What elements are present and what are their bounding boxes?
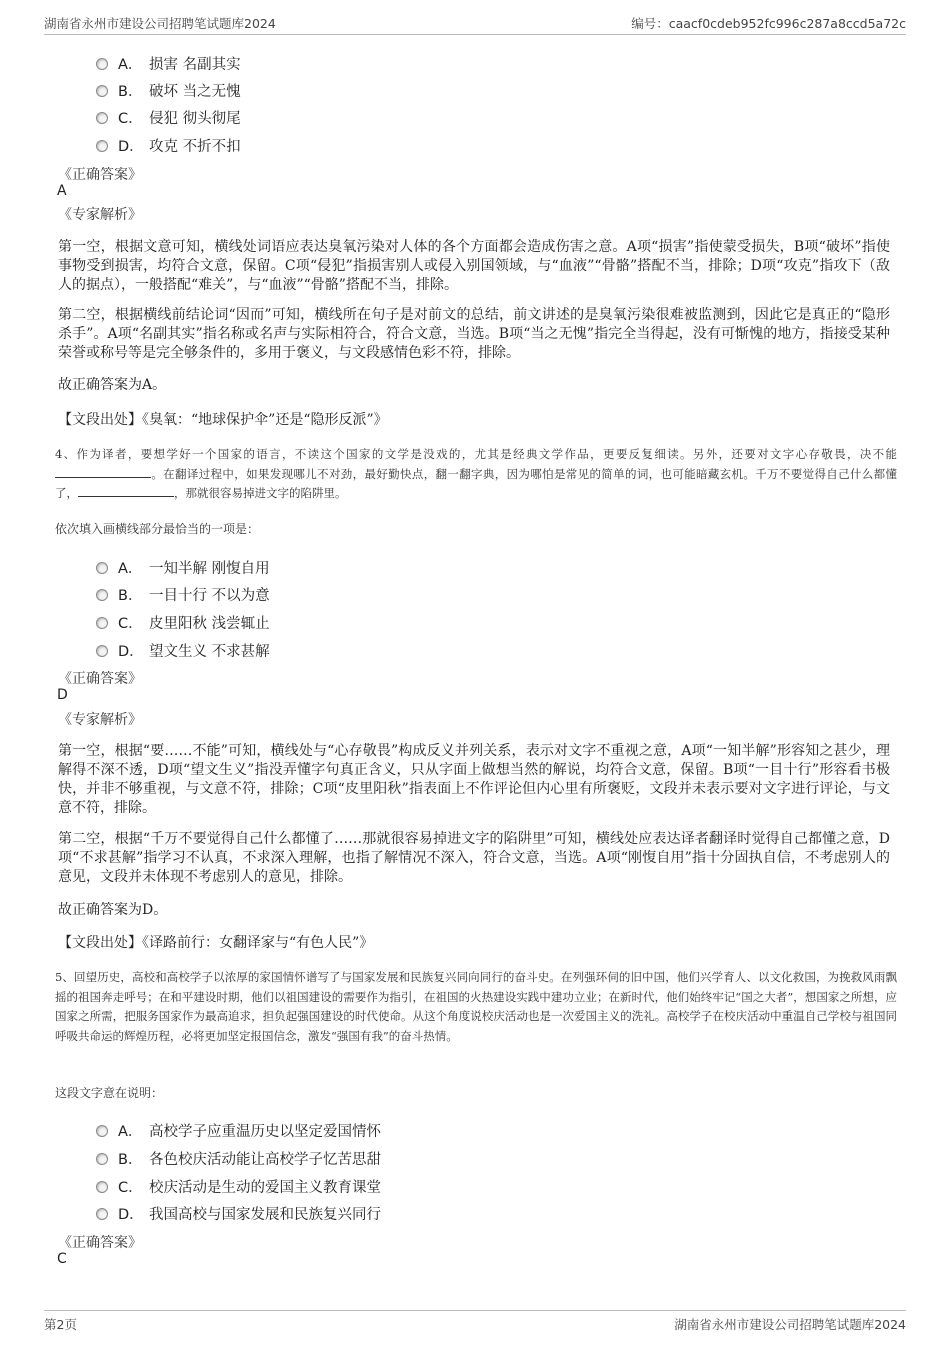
q5-prompt: 这段文字意在说明： — [55, 1086, 164, 1100]
option-text: 各色校庆活动能让高校学子忆苦思甜 — [149, 1152, 381, 1168]
radio-icon[interactable] — [96, 1125, 108, 1137]
radio-icon[interactable] — [96, 589, 108, 601]
q5-answer: C — [57, 1251, 67, 1267]
q5-stem: 5、回望历史，高校和高校学子以浓厚的家国情怀谱写了与国家发展和民族复兴同向同行的奋斗史。在列强环伺的旧中国，他们兴学育人、以文化救国，为挽救风雨飘摇的祖国奔走呼号；在和平建设时期，他们以祖国建设的需要作为指引，在祖国的火热建设实践中建功立业；在新时代，他们始终牢记“国之大者”，想国家之所想，应国家之所需，把服务国家作为最高追求，担负起强国建设的时代使命。从这个角度说校庆活动也是一次爱国主义的洗礼。高校学子在校庆活动中重温自己学校与祖国同呼吸共命运的辉煌历程，必将更加坚定报国信念，激发“强国有我”的奋斗热情。 — [55, 970, 897, 1043]
q3-answer-label: 《正确答案》 — [58, 167, 142, 183]
option-letter: A． — [118, 57, 143, 73]
option-letter: B． — [118, 588, 143, 604]
radio-icon[interactable] — [96, 58, 108, 70]
option-text: 望文生义 不求甚解 — [149, 644, 270, 660]
q3-answer: A — [57, 183, 67, 199]
option-letter: A． — [118, 561, 143, 577]
option-letter: D． — [118, 1207, 144, 1223]
q4-conclusion: 故正确答案为D。 — [58, 902, 168, 918]
footer-title: 湖南省永州市建设公司招聘笔试题库2024 — [674, 1317, 906, 1332]
option-letter: D． — [118, 644, 144, 660]
q4-stem — [55, 445, 897, 504]
page-number: 第2页 — [44, 1317, 77, 1332]
q3-analysis-para-2: 第二空，根据横线前结论词“因而”可知，横线所在句子是对前文的总结，前文讲述的是臭氧污染很难被监测到，因此它是真正的“隐形杀手”。A项“名副其实”指名称或名声与实际相符合，符合文意，当选。B项“当之无愧”指完全当得起，没有可惭愧的地方，指接受某种荣誉或称号等是完全够条件的，多用于褒义，与文段感情色彩不符，排除。 — [58, 307, 890, 361]
option-text: 一目十行 不以为意 — [149, 588, 270, 604]
radio-icon[interactable] — [96, 112, 108, 124]
option-text: 侵犯 彻头彻尾 — [149, 111, 241, 127]
q3-conclusion: 故正确答案为A。 — [58, 377, 167, 393]
q4-analysis-label: 《专家解析》 — [58, 712, 142, 728]
radio-icon[interactable] — [96, 85, 108, 97]
q4-stem-part-3: ，那就很容易掉进文字的陷阱里。 — [174, 486, 347, 500]
page-header — [44, 10, 906, 35]
radio-icon[interactable] — [96, 140, 108, 152]
radio-icon[interactable] — [96, 562, 108, 574]
fill-blank-2 — [78, 484, 174, 497]
option-text: 攻克 不折不扣 — [149, 139, 241, 155]
option-letter: B． — [118, 1152, 143, 1168]
option-letter: C． — [118, 1180, 143, 1196]
q4-stem-part-1: 4、作为译者，要想学好一个国家的语言，不读这个国家的文学是没戏的，尤其是经典文学作品，更要反复细读。另外，还要对文字心存敬畏，决不能 — [55, 447, 897, 461]
option-letter: C． — [118, 111, 143, 127]
option-text: 损害 名副其实 — [149, 57, 241, 73]
q3-analysis-label: 《专家解析》 — [58, 207, 142, 223]
option-text: 校庆活动是生动的爱国主义教育课堂 — [149, 1180, 381, 1196]
option-text: 高校学子应重温历史以坚定爱国情怀 — [149, 1124, 381, 1140]
q4-analysis-para-2: 第二空，根据“千万不要觉得自己什么都懂了……那就很容易掉进文字的陷阱里”可知，横线处应表达译者翻译时觉得自己都懂之意，D项“不求甚解”指学习不认真，不求深入理解，也指了解情况不深入，符合文意，当选。A项“刚愎自用”指十分固执自信，不考虑别人的意见，文段并未体现不考虑别人的意见，排除。 — [58, 831, 890, 885]
q4-answer-label: 《正确答案》 — [58, 671, 142, 687]
header-doc-id: 编号：caacf0cdeb952fc996c287a8ccd5a72c — [631, 16, 906, 31]
radio-icon[interactable] — [96, 617, 108, 629]
q4-stem-part-2: 。在翻译过程中，如果发现哪儿不对劲，最好勤快点，翻一翻字典，因为哪怕是常见的简单的词，也可能暗藏玄机。千万不要觉得自己什么都懂了， — [55, 466, 897, 500]
page-footer — [44, 1310, 906, 1335]
option-letter: A． — [118, 1124, 143, 1140]
option-letter: B． — [118, 84, 143, 100]
q5-answer-label: 《正确答案》 — [58, 1235, 142, 1251]
option-letter: C． — [118, 616, 143, 632]
q4-analysis-para-1: 第一空，根据“要……不能”可知，横线处与“心存敬畏”构成反义并列关系，表示对文字不重视之意，A项“一知半解”形容知之甚少，理解得不深不透，D项“望文生义”指没弄懂字句真正含义，只从字面上做想当然的解说，均符合文意，保留。B项“一目十行”形容看书极快，并非不够重视，与文意不符，排除；C项“皮里阳秋”指表面上不作评论但内心里有所褒贬，文段并未表示要对文字进行评论，与文意不符，排除。 — [58, 743, 890, 816]
q3-analysis-para-1: 第一空，根据文意可知，横线处词语应表达臭氧污染对人体的各个方面都会造成伤害之意。A项“损害”指使蒙受损失，B项“破坏”指使事物受到损害，均符合文意，保留。C项“侵犯”指损害别人或侵入别国领域，与“血液”“骨骼”搭配不当，排除；D项“攻克”指攻下（敌人的据点），一般搭配“难关”，与“血液”“骨骼”搭配不当，排除。 — [58, 239, 890, 293]
option-text: 皮里阳秋 浅尝辄止 — [149, 616, 270, 632]
radio-icon[interactable] — [96, 645, 108, 657]
option-letter: D． — [118, 139, 144, 155]
radio-icon[interactable] — [96, 1153, 108, 1165]
option-text: 破坏 当之无愧 — [149, 84, 241, 100]
fill-blank-1 — [55, 465, 151, 478]
header-title: 湖南省永州市建设公司招聘笔试题库2024 — [44, 16, 276, 31]
q4-answer: D — [57, 687, 68, 703]
q4-prompt: 依次填入画横线部分最恰当的一项是： — [55, 522, 260, 536]
radio-icon[interactable] — [96, 1208, 108, 1220]
q4-source: 【文段出处】《译路前行：女翻译家与“有色人民”》 — [58, 935, 374, 951]
radio-icon[interactable] — [96, 1181, 108, 1193]
q3-source: 【文段出处】《臭氧：“地球保护伞”还是“隐形反派”》 — [58, 412, 388, 428]
option-text: 我国高校与国家发展和民族复兴同行 — [149, 1207, 381, 1223]
option-text: 一知半解 刚愎自用 — [149, 561, 270, 577]
